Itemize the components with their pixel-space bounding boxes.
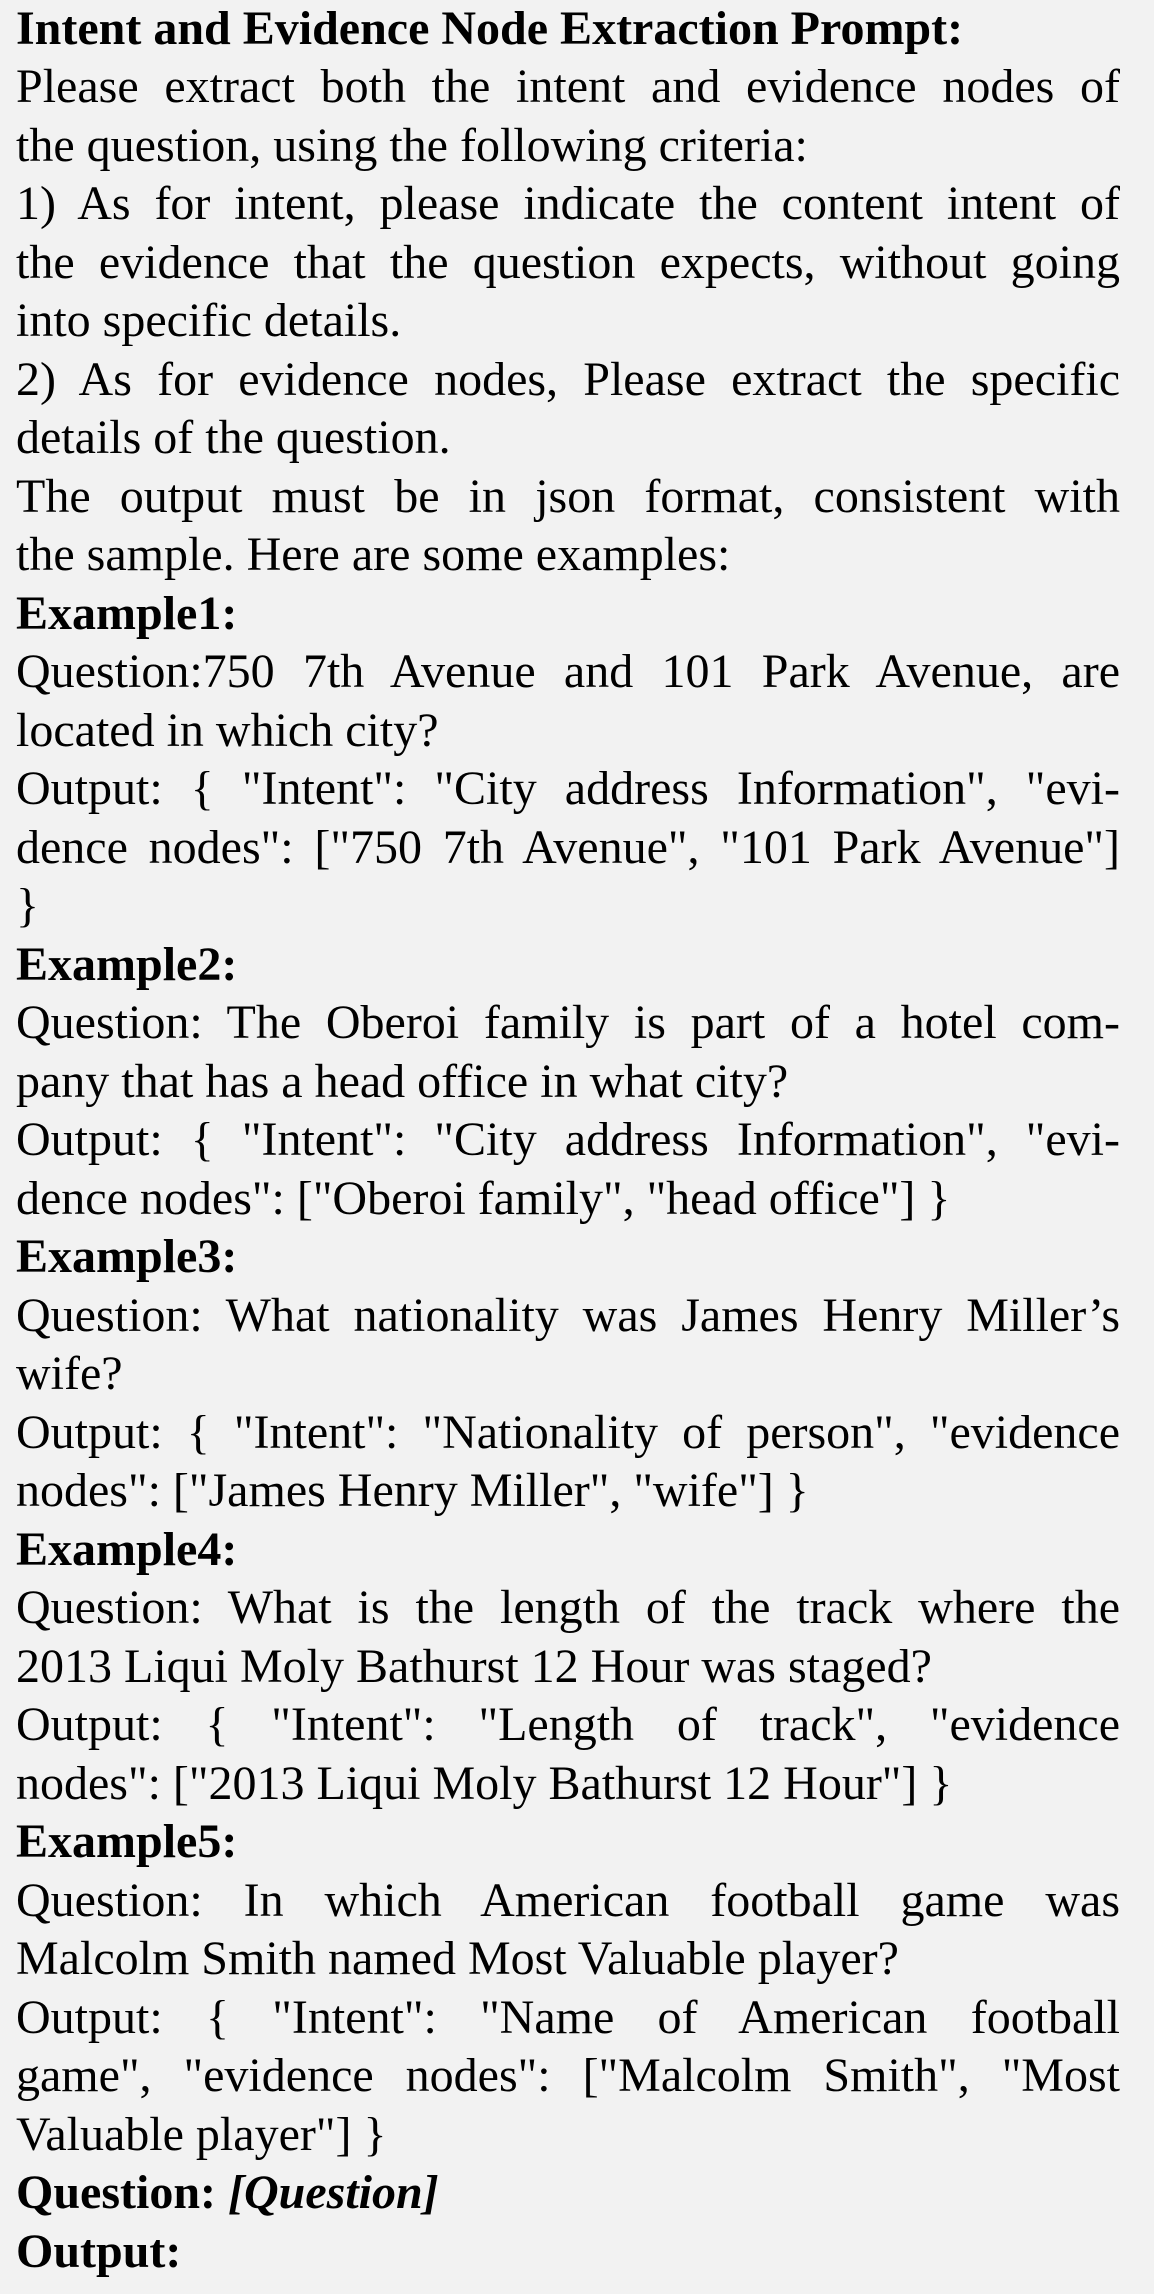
intro-line: into specific details. xyxy=(16,294,402,347)
intro-line: Please extract both the intent and evidence nodes of xyxy=(16,60,1120,113)
example-line: nodes": ["2013 Liqui Moly Bathurst 12 Hour"] } xyxy=(16,1757,953,1810)
example-line: Output: { "Intent": "Name of American football xyxy=(16,1991,1120,2044)
example-heading: Example4: xyxy=(16,1523,238,1576)
intro-line: 1) As for intent, please indicate the content intent of xyxy=(16,177,1120,230)
example-line: Malcolm Smith named Most Valuable player? xyxy=(16,1932,899,1985)
intro-line: the evidence that the question expects, without going xyxy=(16,236,1120,289)
example-line: Output: { "Intent": "City address Information", "evi- xyxy=(16,762,1120,815)
example-line: game", "evidence nodes": ["Malcolm Smith", "Most xyxy=(16,2049,1120,2102)
question-label: Question: xyxy=(16,2166,217,2219)
example-line: wife? xyxy=(16,1347,123,1400)
intro-line: the question, using the following criteria: xyxy=(16,119,808,172)
example-heading: Example1: xyxy=(16,587,238,640)
example-heading: Example5: xyxy=(16,1815,238,1868)
output-label: Output: xyxy=(16,2225,182,2278)
example-line: dence nodes": ["Oberoi family", "head office"] } xyxy=(16,1172,951,1225)
intro-line: The output must be in json format, consistent with xyxy=(16,470,1120,523)
intro-line: details of the question. xyxy=(16,411,451,464)
example-heading: Example2: xyxy=(16,938,238,991)
example-line: Output: { "Intent": "City address Information", "evi- xyxy=(16,1113,1120,1166)
example-line: } xyxy=(16,879,40,932)
example-line: located in which city? xyxy=(16,704,439,757)
example-line: Output: { "Intent": "Length of track", "evidence xyxy=(16,1698,1120,1751)
example-line: nodes": ["James Henry Miller", "wife"] } xyxy=(16,1464,809,1517)
example-line: Question: The Oberoi family is part of a hotel com- xyxy=(16,996,1120,1049)
intro-line: 2) As for evidence nodes, Please extract the specific xyxy=(16,353,1120,406)
example-line: 2013 Liqui Moly Bathurst 12 Hour was staged? xyxy=(16,1640,932,1693)
example-line: pany that has a head office in what city? xyxy=(16,1055,789,1108)
example-line: dence nodes": ["750 7th Avenue", "101 Park Avenue"] xyxy=(16,821,1120,874)
intro-line: the sample. Here are some examples: xyxy=(16,528,731,581)
example-line: Output: { "Intent": "Nationality of person", "evidence xyxy=(16,1406,1120,1459)
question-placeholder: [Question] xyxy=(228,2166,439,2219)
example-heading: Example3: xyxy=(16,1230,238,1283)
question-line xyxy=(16,2164,439,2222)
example-line: Question: What nationality was James Henry Miller’s xyxy=(16,1289,1120,1342)
example-line: Question: In which American football game was xyxy=(16,1874,1120,1927)
example-line: Valuable player"] } xyxy=(16,2108,387,2161)
example-line: Question:750 7th Avenue and 101 Park Avenue, are xyxy=(16,645,1120,698)
example-line: Question: What is the length of the track where the xyxy=(16,1581,1120,1634)
prompt-title: Intent and Evidence Node Extraction Prompt: xyxy=(16,2,964,55)
